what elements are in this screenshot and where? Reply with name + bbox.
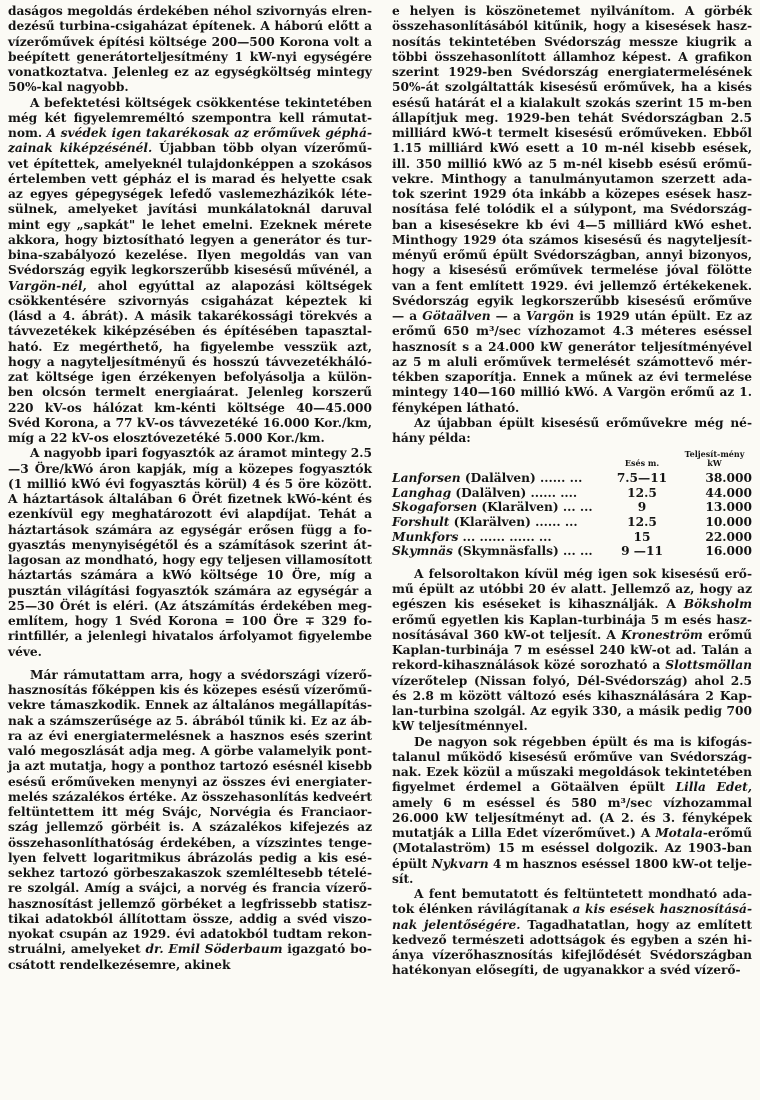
emphasis: dr. Emil Söderbaum	[145, 942, 283, 957]
table-row	[392, 486, 752, 501]
emphasis: Slottsmöllan	[665, 658, 752, 673]
table-header-name	[392, 450, 607, 471]
emphasis: Böksholm	[683, 597, 752, 612]
table-cell-name: Skymnäs (Skymnäsfalls) ... ...	[392, 544, 593, 559]
paragraph: e helyen is köszönetemet nyilvánítom. A görbék összehasonlításából kitűnik, hogy a kisesések hasznosítás tekintetében Svédország messze kiugrik a többi összehasonlított államhoz képest. A grafikon szerint 1929-ben Svédország energiatermelésének 50%-át szolgáltatták kisesésű erőművek, ha a kisés esésű határát el a kialakult szokás szerint 15 m-ben állapítjuk meg. 1929-ben tehát Svédországban 2.5 milliárd kWó-t termelt kisesésű erőműveken. Ebből 1.15 milliárd kWó esett a 10 m-nél kisebb esések, ill. 350 millió kWó az 5 m-nél kisebb esésű erőművekre. Minthogy a tanulmányutamon szerzett adatok szerint 1929 óta inkább a közepes esések hasznosítása felé tolódik el a súlypont, ma Svédországban a kisesésekre kb évi 4—5 milliárd kWó eshet. Minthogy 1929 óta számos kisesésű és nagyteljesítményű erőmű épült Svédországban, annyi bizonyos, hogy a kisesésű erőművek termelése jóval fölötte van a fent említett 1929. évi jellemző értékekenek. Svédország egyik legkorszerűbb kisesésű erőműve — a Götaälven — a Vargön is 1929 után épült. Ez az erőmű 650 m³/sec vízhozamot 4.3 méteres eséssel hasznosít s a 24.000 kW generátor teljesítményével az 5 m aluli erőművek termelését számottevő mértékben szaporítja. Ennek a műnek az évi termelése mintegy 140—160 millió kWó. A Vargön erőmű az 1. fényképen látható.	[392, 4, 752, 415]
table-row	[392, 500, 752, 515]
table-cell-name: Skogaforsen (Klarälven) ... ...	[392, 500, 593, 515]
table-cell-fall: 9	[637, 500, 647, 515]
right-column	[392, 4, 752, 979]
table-row	[392, 515, 752, 530]
table-cell-name: Forshult (Klarälven) ...... ...	[392, 515, 578, 530]
paragraph: A nagyobb ipari fogyasztók az áramot mintegy 2.5—3 Öre/kWó áron kapják, míg a közepes fogyasztók (1 millió kWó évi fogyasztás körül) 4 és 5 öre között. A háztartások általában 6 Örét fizetnek kWó-ként és ezenkívül egy meghatározott évi alapdíjat. Tehát a háztartások számára az egységár erősen függ a fogyasztás menynyiségétől és a számítások szerint átlagosan az mondható, hogy egy teljesen villamosított háztartás számára a kWó költsége 10 Öre, míg a pusztán világítási fogyasztók számára az egységár a 25—30 Örét is eléri. (Az átszámítás érdekében megemlítem, hogy 1 Svéd Korona = 100 Öre ∓ 329 forintfillér, a jelenlegi hivatalos árfolyamot figyelembe véve.	[8, 446, 372, 659]
table-row	[392, 471, 752, 486]
table-cell-name: Langhag (Dalälven) ...... ....	[392, 485, 578, 500]
table-cell-fall: 15	[633, 529, 651, 544]
table-row	[392, 530, 752, 545]
paragraph: daságos megoldás érdekében néhol szivornyás elrendezésű turbina-csigaházat építenek. A háború előtt a vízerőművek építési költsége 200—500 Korona volt a beépített generátorteljesítmény 1 kW-nyi egységére vonatkoztatva. Jelenleg ez az egységköltség mintegy 50%-kal nagyobb.	[8, 4, 372, 95]
paragraph: Az újabban épült kisesésű erőművekre még néhány példa:	[392, 415, 752, 445]
paragraph: Már rámutattam arra, hogy a svédországi vízerőhasznosítás főképpen kis és közepes esésű vízerőművekre támaszkodik. Ennek az általános megállapításnak a számszerűsége az 5. ábrából tűnik ki. Ez az ábra az évi energiatermelésnek a hasznos esés szerint való megoszlását adja meg. A görbe valamelyik pontja azt mutatja, hogy a ponthoz tartozó esésnél kisebb esésű erőműveken menynyi az összes évi energiatermelés százalékos értéke. Az összehasonlítás kedveért feltüntettem itt még Svájc, Norvégia és Franciaország jellemző görbéit is. A százalékos kifejezés az összehasonlíthatóság érdekében, a vízszintes tengelyen felvett logaritmikus ábrázolás pedig a kis esésekhez tartozó görbeszakaszok szemléltesebb tételére szolgál. Amíg a svájci, a norvég és francia vízerőhasznosítást jellemző görbéket a legfrissebb statisztikai adatokból állítottam össze, addig a svéd viszonyokat csupán az 1929. évi adatokból tudtam rekonstruálni, amelyeket dr. Emil Söderbaum igazgató bocsátott rendelkezésemre, akinek	[8, 667, 372, 972]
emphasis: Nykvarn	[431, 856, 489, 871]
table-cell-name: Munkfors ... ...... ...... ...	[392, 529, 552, 544]
table-cell-power: 16.000	[705, 544, 752, 559]
table-cell-fall: 12.5	[627, 485, 657, 500]
table-header-power: Teljesít-mény kW	[684, 449, 745, 469]
table-cell-power: 38.000	[705, 471, 752, 486]
emphasis: Götaälven	[422, 309, 491, 323]
emphasis: Lilla Edet,	[675, 780, 752, 795]
paragraph: A felsoroltakon kívül még igen sok kisesésű erőmű épült az utóbbi 20 év alatt. Jellemző az, hogy az egészen kis eséseket is kihasználják. A Böksholm erőmű egyetlen kis Kaplan-turbinája 5 m esés hasznosításával 360 kW-ot teljesít. A Kroneström erőmű Kaplan-turbinája 7 m eséssel 240 kW-ot ad. Talán a rekord-kihasználások közé sorozható a Slottsmöllan vízerőtelep (Nissan folyó, Dél-Svédország) ahol 2.5 és 2.8 m között változó esés kihasználására 2 Kaplan-turbina szolgál. Az egyik 330, a másik pedig 700 kW teljesítménnyel.	[392, 566, 752, 734]
emphasis: Vargön	[525, 309, 575, 323]
emphasis: a kis esések hasznosításának jelentőségére.	[392, 902, 752, 932]
table-cell-power: 22.000	[705, 529, 752, 544]
table-header-fall: Esés m.	[624, 458, 660, 469]
table-cell-fall: 9 —11	[621, 544, 663, 559]
left-column	[8, 4, 372, 973]
table-cell-power: 44.000	[705, 485, 752, 500]
paragraph: A befektetési költségek csökkentése tekintetében még két figyelemreméltó szempontra kell rámutatnom. A svédek igen takarékosak az erőművek gépházainak kiképzésénél. Újabban több olyan vízerőművet építettek, amelyeknél tulajdonképpen a szokásos értelemben vett gépház el is marad és helyette csak az egyes gépegységek lefedő vaslemezházikók létesülnek, amelyeket javítási munkálatoknál daruval mint egy „sapkát" le lehet emelni. Ezeknek mérete akkora, hogy biztosítható legyen a generátor és turbina-szabályozó kezelése. Ilyen megoldás van van Svédország egyik legkorszerűbb kisesésű művénél, a Vargön-nél, ahol egyúttal az alapozási költségek csökkentésére szivornyás csigaházat képeztek ki (lásd a 4. ábrát). A másik takarékossági törekvés a távvezetékek kiképzésében és építésében tapasztalható. Ez megérthető, ha figyelembe vesszük azt, hogy a nagyteljesítményű és hosszú távvezetékhálózat költsége igen érzékenyen befolyásolja a különben olcsón termelt energiaárat. Jelenleg korszerű 220 kV-os hálózat km-kénti költsége 40—45.000 Svéd Korona, a 77 kV-os távvezetéké 16.000 Kor./km, míg a 22 kV-os elosztóvezetéké 5.000 Kor./km.	[8, 95, 372, 445]
paragraph: A fent bemutatott és feltüntetett mondható adatok élénken rávilágítanak a kis esések hasznosításának jelentőségére. Tagadhatatlan, hogy az említett kedvező természeti adottságok és egyben a szén hiánya vízerőhasznosítás kifejlődését Svédországban hatékonyan elősegíti, de ugyanakkor a svéd vízerő-	[392, 887, 753, 978]
emphasis: Vargön-nél,	[8, 278, 87, 293]
table-row	[392, 544, 752, 559]
table-cell-power: 13.000	[705, 500, 752, 515]
table-cell-fall: 12.5	[627, 515, 657, 530]
table-header-row	[392, 450, 752, 471]
table-cell-fall: 7.5—11	[616, 471, 668, 486]
power-plant-table	[392, 450, 752, 559]
emphasis: Kroneström	[621, 627, 703, 642]
table-cell-name: Lanforsen (Dalälven) ...... ...	[392, 471, 583, 486]
emphasis: A svédek igen takarékosak az erőművek gépházainak kiképzésénél.	[8, 126, 372, 156]
paragraph: De nagyon sok régebben épült és ma is kifogástalanul működő kisesésű erőműve van Svédországnak. Ezek közül a műszaki megoldások tekintetében figyelmet érdemel a Götaälven épült Lilla Edet, amely 6 m eséssel és 580 m³/sec vízhozammal 26.000 kW teljesítményt ad. (A 2. és 3. fényképek mutatják a Lilla Edet vízerőművet.) A Motala-erőmű (Motalaström) 15 m eséssel dolgozik. Az 1903-ban épült Nykvarn 4 m hasznos eséssel 1800 kW-ot teljesít.	[392, 734, 753, 886]
emphasis: Motala	[655, 826, 703, 841]
table-cell-power: 10.000	[705, 515, 752, 530]
